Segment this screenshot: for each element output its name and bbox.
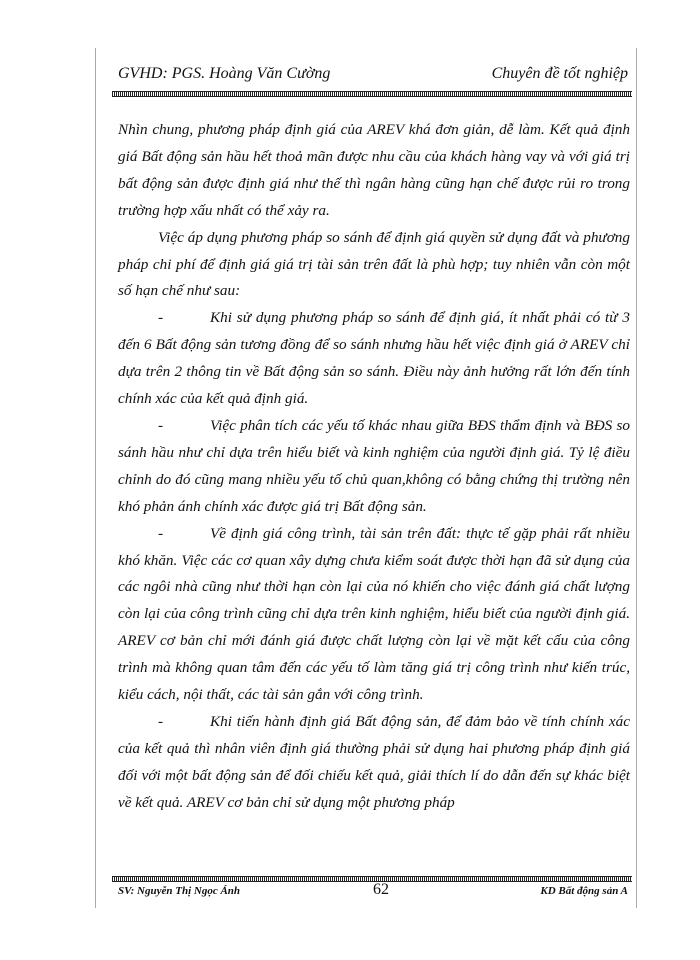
- page-header: [118, 65, 628, 87]
- bullet-dash: -: [158, 309, 164, 327]
- bullet-dash: -: [158, 524, 164, 542]
- bullet-dash: -: [158, 712, 164, 730]
- bullet-item: [118, 709, 630, 817]
- footer-class: KD Bất động sản A: [540, 885, 628, 897]
- header-advisor: GVHD: PGS. Hoàng Văn Cường: [118, 65, 331, 82]
- document-body: [118, 117, 630, 817]
- bullet-item: [118, 413, 630, 521]
- header-doc-type: Chuyên đề tốt nghiệp: [491, 65, 628, 82]
- bullet-text: Khi sử dụng phương pháp so sánh để định giá, ít nhất phải có từ 3 đến 6 Bất động sản tương đồng để so sánh nhưng hầu hết việc định giá ở AREV chỉ dựa trên 2 thông tin về Bất động sản so sánh. Điều này ảnh hưởng rất lớn đến tính chính xác của kết quả định giá.: [118, 309, 630, 408]
- footer-student: SV: Nguyễn Thị Ngọc Ánh: [118, 885, 241, 897]
- page-footer: [118, 883, 628, 901]
- bullet-text: Về định giá công trình, tài sản trên đất: thực tế gặp phải rất nhiều khó khăn. Việc các cơ quan xây dựng chưa kiểm soát được thời hạn đã sử dụng của các ngôi nhà cũng như thời hạn còn lại của nó khiến cho việc đánh giá chất lượng còn lại của công trình cũng chỉ dựa trên kinh nghiệm, hiểu biết của người định giá. AREV cơ bản chỉ mới đánh giá được chất lượng còn lại về mặt kết cấu của công trình mà không quan tâm đến các yếu tố làm tăng giá trị công trình như kiến trúc, kiểu cách, nội thất, các tài sản gắn với công trình.: [118, 524, 630, 704]
- footer-rule: [112, 876, 632, 882]
- bullet-item: [118, 521, 630, 709]
- intro-paragraph: Nhìn chung, phương pháp định giá của AREV khá đơn giản, dễ làm. Kết quả định giá Bất động sản hầu hết thoả mãn được nhu cầu của khách hàng vay và với giá trị bất động sản được định giá như thế thì ngân hàng cũng hạn chế được rủi ro trong trường hợp xấu nhất có thể xảy ra.: [118, 121, 630, 219]
- bullet-text: Khi tiến hành định giá Bất động sản, để đảm bảo về tính chính xác của kết quả thì nhân viên định giá thường phải sử dụng hai phương pháp định giá đối với một bất động sản để đối chiếu kết quả, giải thích lí do dẫn đến sự khác biệt về kết quả. AREV cơ bản chỉ sử dụng một phương pháp: [118, 712, 630, 811]
- page-number: 62: [373, 881, 389, 898]
- bullet-dash: -: [158, 416, 164, 434]
- bullet-item: [118, 305, 630, 413]
- header-rule: [112, 91, 632, 97]
- bullet-text: Việc phân tích các yếu tố khác nhau giữa BĐS thẩm định và BĐS so sánh hầu như chỉ dựa trên hiểu biết và kinh nghiệm của người định giá. Tỷ lệ điều chỉnh do đó cũng mang nhiều yếu tố chủ quan,không có bằng chứng thị trường nên khó phản ánh chính xác được giá trị Bất động sản.: [118, 416, 630, 515]
- lead-paragraph: Việc áp dụng phương pháp so sánh để định giá quyền sử dụng đất và phương pháp chi phí để định giá giá trị tài sản trên đất là phù hợp; tuy nhiên vẫn còn một số hạn chế như sau:: [118, 228, 630, 300]
